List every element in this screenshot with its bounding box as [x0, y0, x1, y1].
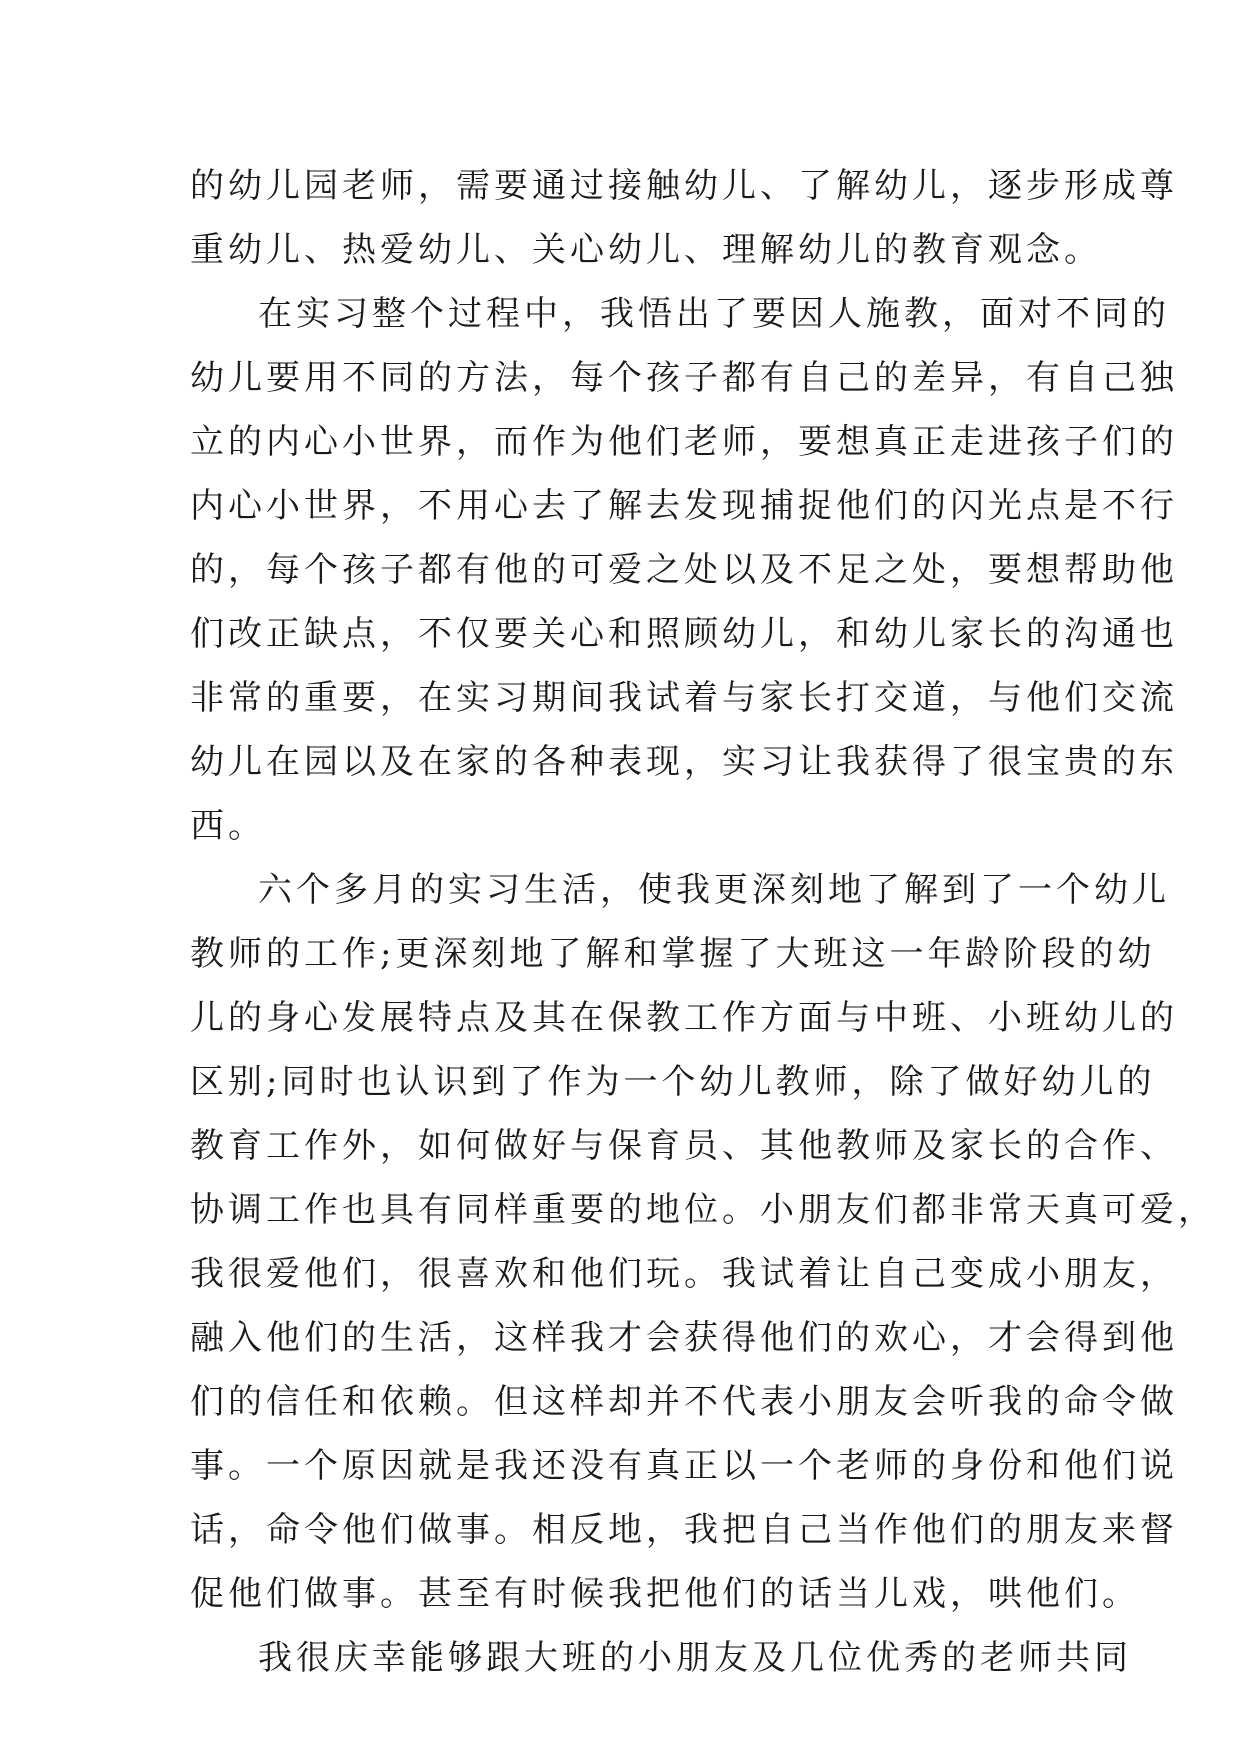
text-line: 教师的工作;更深刻地了解和掌握了大班这一年龄阶段的幼: [190, 934, 1156, 974]
text-line: 话，命令他们做事。相反地，我把自己当作他们的朋友来督: [190, 1510, 1178, 1550]
text-line: 事。一个原因就是我还没有真正以一个老师的身份和他们说: [190, 1446, 1178, 1486]
text-line: 重幼儿、热爱幼儿、关心幼儿、理解幼儿的教育观念。: [190, 230, 1102, 270]
text-line: 西。: [190, 806, 266, 846]
text-line: 我很爱他们，很喜欢和他们玩。我试着让自己变成小朋友，: [190, 1254, 1178, 1294]
text-line: 立的内心小世界，而作为他们老师，要想真正走进孩子们的: [190, 422, 1178, 462]
text-line: 非常的重要，在实习期间我试着与家长打交道，与他们交流: [190, 678, 1178, 718]
text-line: 的幼儿园老师，需要通过接触幼儿、了解幼儿，逐步形成尊: [190, 166, 1178, 206]
text-line: 融入他们的生活，这样我才会获得他们的欢心，才会得到他: [190, 1318, 1178, 1358]
text-line: 儿的身心发展特点及其在保教工作方面与中班、小班幼儿的: [190, 998, 1178, 1038]
text-line: 促他们做事。甚至有时候我把他们的话当儿戏，哄他们。: [190, 1574, 1140, 1614]
text-line: 区别;同时也认识到了作为一个幼儿教师，除了做好幼儿的: [190, 1062, 1156, 1102]
text-line: 的，每个孩子都有他的可爱之处以及不足之处，要想帮助他: [190, 550, 1178, 590]
paragraph-start-line: 我很庆幸能够跟大班的小朋友及几位优秀的老师共同: [258, 1638, 1132, 1678]
text-line: 协调工作也具有同样重要的地位。小朋友们都非常天真可爱，: [190, 1190, 1216, 1230]
text-line: 幼儿在园以及在家的各种表现，实习让我获得了很宝贵的东: [190, 742, 1178, 782]
text-line: 内心小世界，不用心去了解去发现捕捉他们的闪光点是不行: [190, 486, 1178, 526]
paragraph-start-line: 在实习整个过程中，我悟出了要因人施教，面对不同的: [258, 294, 1170, 334]
text-line: 幼儿要用不同的方法，每个孩子都有自己的差异，有自己独: [190, 358, 1178, 398]
document-body: [190, 154, 1216, 1690]
text-line: 们改正缺点，不仅要关心和照顾幼儿，和幼儿家长的沟通也: [190, 614, 1178, 654]
paragraph-start-line: 六个多月的实习生活，使我更深刻地了解到了一个幼儿: [258, 870, 1170, 910]
text-line: 教育工作外，如何做好与保育员、其他教师及家长的合作、: [190, 1126, 1178, 1166]
text-line: 们的信任和依赖。但这样却并不代表小朋友会听我的命令做: [190, 1382, 1178, 1422]
